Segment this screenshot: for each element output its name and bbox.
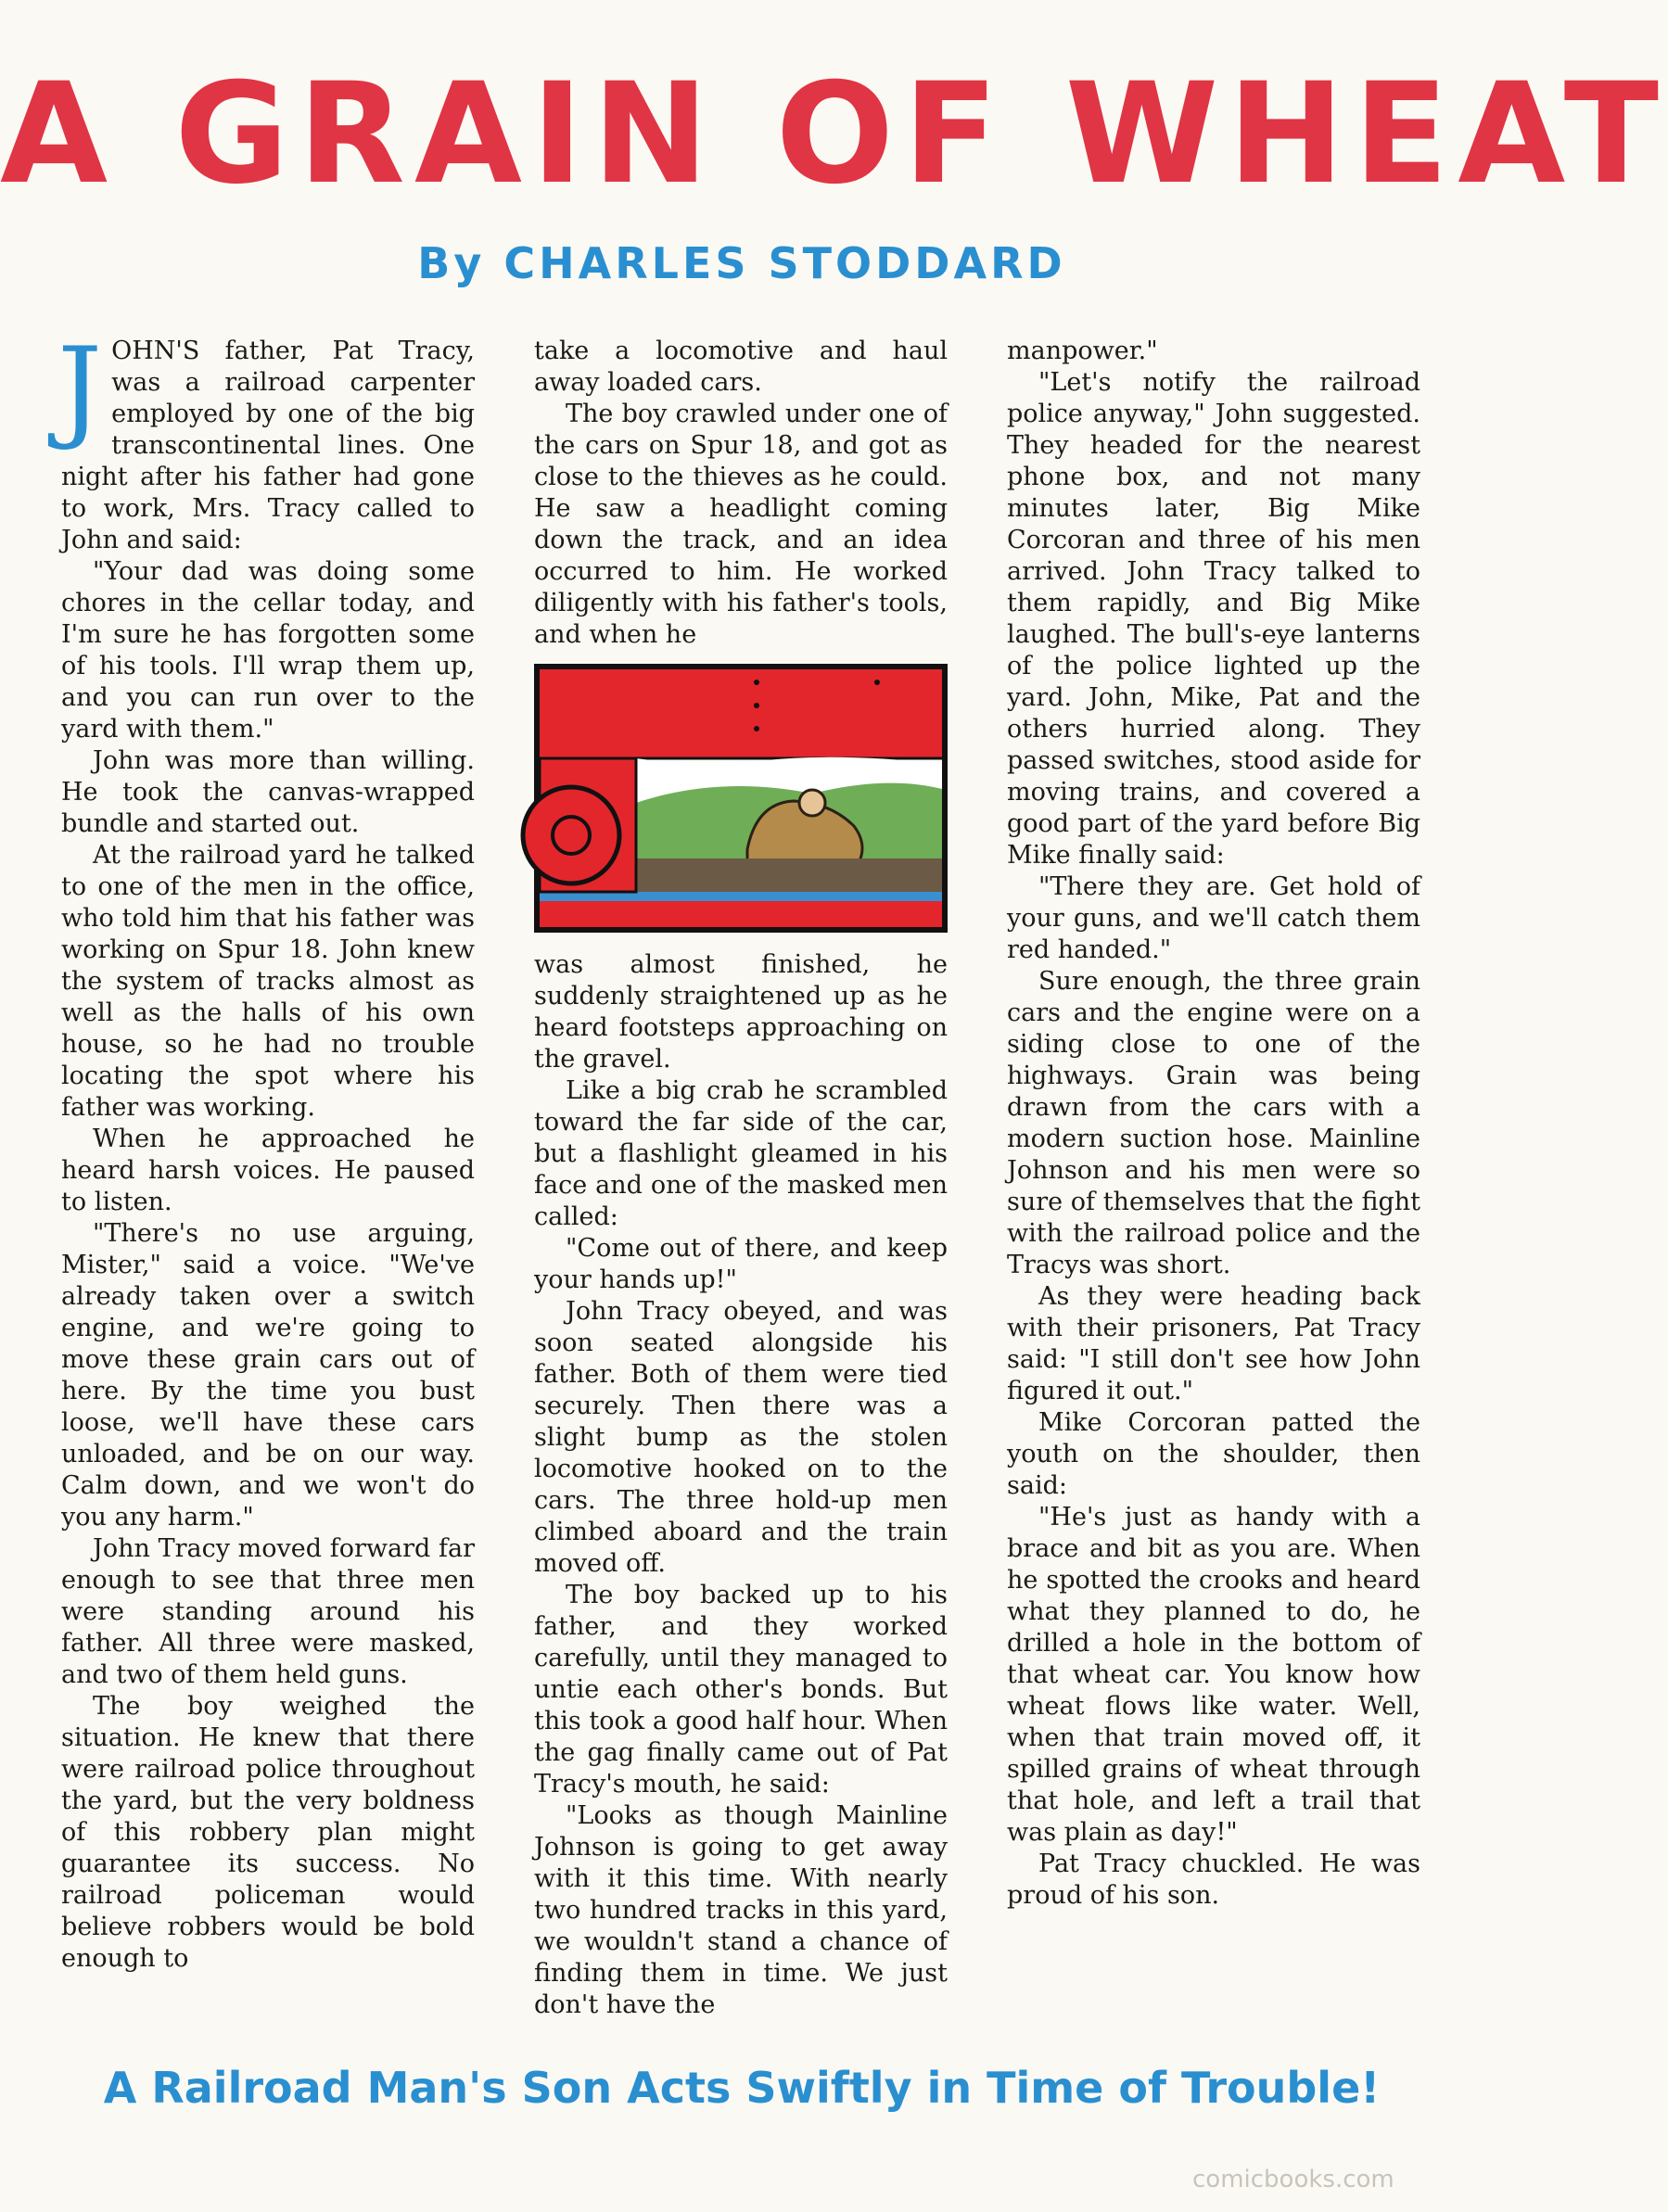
paragraph-1 (57, 324, 475, 556)
rivet-icon (754, 703, 759, 708)
rivet-icon (874, 680, 880, 685)
boy-head (799, 790, 825, 816)
paragraph: Sure enough, the three grain cars and the engine were on a siding close to one of the highways. Grain was being drawn from the cars with a modern suction hose. Mainline Johnson and his men were so sure of themselves that the fight with the railroad police and the Tracys was short. (1007, 967, 1420, 1279)
paragraph: John Tracy obeyed, and was soon seated alongside his father. Both of them were tied securely. Then there was a slight bump as the stolen locomotive hooked on to the cars. The three hold-up men climbed aboard and the train moved off. (534, 1297, 948, 1578)
bottom-frame (540, 901, 942, 927)
watermark: comicbooks.com (1192, 2166, 1394, 2193)
paragraph: The boy weighed the situation. He knew that there were railroad police throughout the yard, but the very boldness of this robbery plan might guarantee its success. No railroad policeman would believe robbers would be bold enough to (61, 1692, 475, 1973)
paragraph: John Tracy moved forward far enough to see that three men were standing around his father. All three were masked, and two of them held guns. (61, 1534, 475, 1689)
story-illustration (534, 664, 948, 933)
rivet-icon (754, 726, 759, 731)
paragraph: "There's no use arguing, Mister," said a voice. "We've already taken over a switch engine, and we're going to move these grain cars out of here. By the time you bust loose, we'll have these cars unloaded, and be on our way. Calm down, and we won't do you any harm." (61, 1219, 475, 1532)
paragraph: "There they are. Get hold of your guns, and we'll catch them red handed." (1007, 872, 1420, 964)
paragraph: "Looks as though Mainline Johnson is going to get away with it this time. With nearly two hundred tracks in this yard, we wouldn't stand a chance of finding them in time. We just don't have the (534, 1801, 948, 2019)
paragraph: "Come out of there, and keep your hands up!" (534, 1234, 948, 1294)
paragraph: As they were heading back with their prisoners, Pat Tracy said: "I still don't see how John figured it out." (1007, 1282, 1420, 1405)
paragraph-text: OHN'S father, Pat Tracy, was a railroad carpenter employed by one of the big transcontinental lines. One night after his father had gone to work, Mrs. Tracy called to John and said: (61, 337, 475, 554)
paragraph: "Your dad was doing some chores in the cellar today, and I'm sure he has forgotten some of his tools. I'll wrap them up, and you can run over to the yard with them." (61, 557, 475, 744)
paragraph: Pat Tracy chuckled. He was proud of his son. (1007, 1850, 1420, 1910)
freight-car-body (540, 669, 942, 758)
paragraph: manpower." (1007, 337, 1158, 365)
paragraph: "He's just as handy with a brace and bit as you are. When he spotted the crooks and heard what they planned to do, he drilled a hole in the bottom of that wheat car. You know how wheat flows like water. Well, when that train moved off, it spilled grains of wheat through that hole, and left a trail that was plain as day!" (1007, 1503, 1420, 1847)
gravel-track-bed (636, 858, 942, 892)
paragraph: The boy crawled under one of the cars on Spur 18, and got as close to the thieves as he could. He saw a headlight coming down the track, and an idea occurred to him. He worked diligently with his father's tools, and when he (534, 400, 948, 649)
story-column-2 (534, 336, 948, 2018)
paragraph: When he approached he heard harsh voices. He paused to listen. (61, 1125, 475, 1216)
paragraph: John was more than willing. He took the canvas-wrapped bundle and started out. (61, 746, 475, 838)
paragraph: At the railroad yard he talked to one of the men in the office, who told him that his father was working on Spur 18. John knew the system of tracks almost as well as the halls of his own house, so he had no trouble locating the spot where his father was working. (61, 841, 475, 1122)
paragraph: "Let's notify the railroad police anyway," John suggested. They headed for the nearest phone box, and not many minutes later, Big Mike Corcoran and three of his men arrived. John Tracy talked to them rapidly, and Big Mike laughed. The bull's-eye lanterns of the police lighted up the yard. John, Mike, Pat and the others hurried along. They passed switches, stood aside for moving trains, and covered a good part of the yard before Big Mike finally said: (1007, 368, 1420, 870)
byline: By CHARLES STODDARD (417, 238, 1066, 288)
paragraph: Mike Corcoran patted the youth on the shoulder, then said: (1007, 1408, 1420, 1500)
story-column-1 (57, 324, 475, 2018)
paragraph: Like a big crab he scrambled toward the far side of the car, but a flashlight gleamed in his face and one of the masked men called: (534, 1076, 948, 1231)
story-column-3 (1007, 336, 1420, 2018)
footer-tagline: A Railroad Man's Son Acts Swiftly in Time of Trouble! (103, 2063, 1381, 2113)
rivet-icon (754, 680, 759, 685)
paragraph: was almost finished, he suddenly straightened up as he heard footsteps approaching on the gravel. (534, 950, 948, 1074)
paragraph: take a locomotive and haul away loaded cars. (534, 337, 948, 397)
wheel-hub (553, 817, 590, 854)
paragraph: The boy backed up to his father, and they worked carefully, until they managed to untie each other's bonds. But this took a good half hour. When the gag finally came out of Pat Tracy's mouth, he said: (534, 1581, 948, 1799)
story-title: A GRAIN OF WHEAT (0, 54, 1668, 215)
dropcap-letter: J (57, 324, 103, 453)
